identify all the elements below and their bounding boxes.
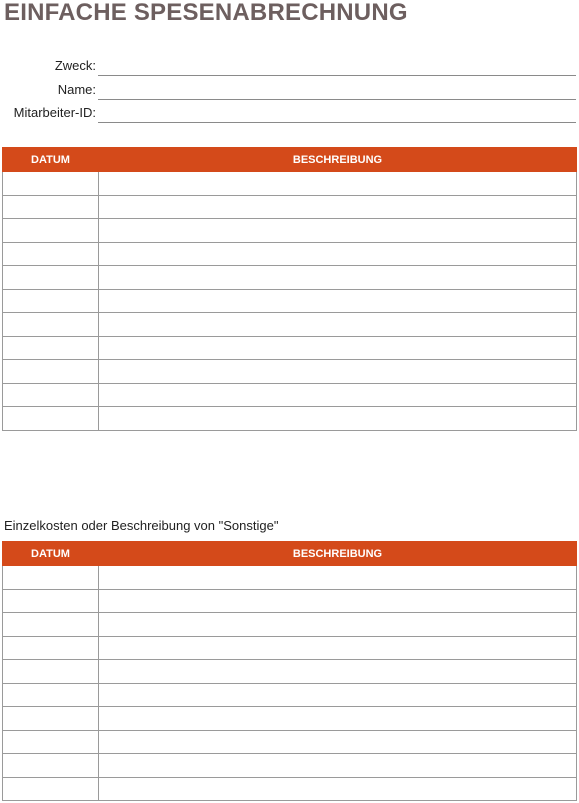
purpose-field[interactable] [0,54,576,76]
table-row [3,172,577,196]
date-cell[interactable] [3,589,99,613]
description-cell[interactable] [99,313,577,337]
description-cell[interactable] [99,172,577,196]
table-row [3,336,577,360]
employee-id-label: Mitarbeiter-ID: [13,105,96,120]
description-column-header: BESCHREIBUNG [99,542,577,566]
date-cell[interactable] [3,242,99,266]
itemized-table-header [3,542,577,566]
description-cell[interactable] [99,242,577,266]
date-cell[interactable] [3,660,99,684]
date-cell[interactable] [3,266,99,290]
description-cell[interactable] [99,636,577,660]
description-cell[interactable] [99,683,577,707]
table-row [3,589,577,613]
description-cell[interactable] [99,730,577,754]
expense-table-body [3,172,577,431]
date-cell[interactable] [3,336,99,360]
table-row [3,313,577,337]
expense-table [2,147,577,431]
expense-table-header [3,148,577,172]
date-cell[interactable] [3,289,99,313]
date-cell[interactable] [3,730,99,754]
date-cell[interactable] [3,383,99,407]
date-column-header: DATUM [3,148,99,172]
table-row [3,683,577,707]
section-title: Einzelkosten oder Beschreibung von "Sonstige" [4,518,279,533]
employee-id-field[interactable] [0,101,576,123]
date-cell[interactable] [3,313,99,337]
description-cell[interactable] [99,407,577,431]
table-row [3,383,577,407]
date-cell[interactable] [3,407,99,431]
description-cell[interactable] [99,195,577,219]
table-row [3,636,577,660]
table-row [3,754,577,778]
description-cell[interactable] [99,754,577,778]
name-input-line[interactable] [98,99,576,100]
table-row [3,195,577,219]
description-cell[interactable] [99,613,577,637]
table-row [3,289,577,313]
description-cell[interactable] [99,566,577,590]
date-cell[interactable] [3,777,99,801]
table-row [3,707,577,731]
name-label: Name: [57,82,96,97]
date-cell[interactable] [3,566,99,590]
description-cell[interactable] [99,660,577,684]
description-cell[interactable] [99,266,577,290]
table-row [3,360,577,384]
date-cell[interactable] [3,172,99,196]
description-cell[interactable] [99,336,577,360]
description-cell[interactable] [99,289,577,313]
description-cell[interactable] [99,360,577,384]
table-row [3,777,577,801]
table-row [3,660,577,684]
date-cell[interactable] [3,360,99,384]
date-cell[interactable] [3,636,99,660]
employee-id-input-line[interactable] [98,122,576,123]
itemized-table-body [3,566,577,801]
description-cell[interactable] [99,219,577,243]
table-row [3,613,577,637]
description-cell[interactable] [99,383,577,407]
table-row [3,242,577,266]
itemized-table [2,541,577,801]
date-cell[interactable] [3,754,99,778]
name-field[interactable] [0,78,576,100]
date-column-header: DATUM [3,542,99,566]
description-cell[interactable] [99,777,577,801]
table-row [3,566,577,590]
date-cell[interactable] [3,683,99,707]
page-title: EINFACHE SPESENABRECHNUNG [4,0,408,26]
table-row [3,266,577,290]
date-cell[interactable] [3,613,99,637]
description-cell[interactable] [99,589,577,613]
description-cell[interactable] [99,707,577,731]
table-row [3,219,577,243]
purpose-input-line[interactable] [98,75,576,76]
description-column-header: BESCHREIBUNG [99,148,577,172]
date-cell[interactable] [3,219,99,243]
purpose-label: Zweck: [54,58,96,73]
date-cell[interactable] [3,195,99,219]
table-row [3,407,577,431]
table-row [3,730,577,754]
date-cell[interactable] [3,707,99,731]
